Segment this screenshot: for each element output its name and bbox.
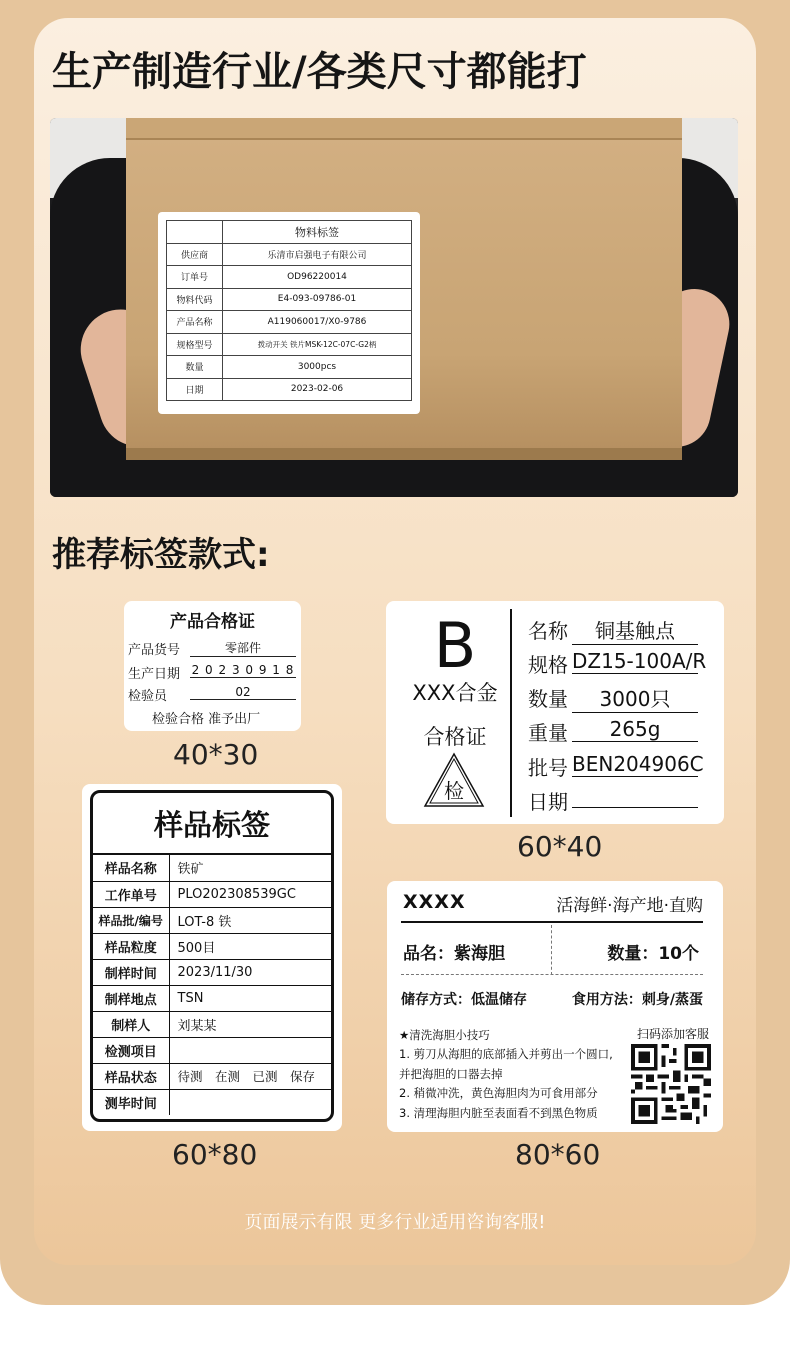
label-value: 02: [190, 685, 296, 700]
headline: 生产制造行业/各类尺寸都能打: [52, 49, 587, 95]
label-key: 检验员: [128, 689, 168, 704]
qr-code-icon: [631, 1044, 711, 1124]
field-key: 日期: [528, 790, 568, 814]
header-rule: [401, 921, 703, 923]
size-caption-60x80: 60*80: [172, 1138, 258, 1171]
field-value: 待测 在测 已测 保存: [169, 1063, 331, 1089]
material-value: A119060017/X0-9786: [223, 311, 412, 334]
material-key: 产品名称: [167, 311, 223, 334]
field-key: 样品状态: [93, 1063, 169, 1089]
label-60x40: [386, 601, 724, 824]
dashed-divider: [551, 925, 552, 975]
grade-letter: B: [433, 609, 477, 682]
material-value: E4-093-09786-01: [223, 288, 412, 311]
label-key: 生产日期: [128, 667, 181, 682]
recommend-title: 推荐标签款式:: [52, 535, 270, 575]
sample-label-frame: [90, 790, 334, 1122]
field-value: 500目: [169, 933, 331, 959]
field-value: 3000只: [572, 683, 698, 713]
field-key: 工作单号: [93, 881, 169, 907]
material-key: 数量: [167, 356, 223, 379]
inspection-badge-text: 检: [444, 779, 464, 803]
field-value: [572, 786, 698, 808]
label-60x80: [82, 784, 342, 1131]
sample-label-table: [93, 855, 331, 1115]
divider: [510, 609, 512, 817]
product-photo: [50, 118, 738, 497]
field-value: TSN: [169, 985, 331, 1011]
label-key: 产品货号: [128, 643, 181, 658]
field-value: 刘某某: [169, 1011, 331, 1037]
box-bottom-edge: [126, 448, 682, 460]
field-key: 样品粒度: [93, 933, 169, 959]
material-key: 订单号: [167, 266, 223, 289]
label-40x30: [124, 601, 301, 731]
quantity: 数量：10个: [607, 944, 699, 964]
product-name: 品名：紫海胆: [403, 944, 505, 964]
field-value: [169, 1089, 331, 1115]
inspection-triangle-icon: [422, 751, 486, 809]
field-key: 制样时间: [93, 959, 169, 985]
brand-name: XXXX: [403, 891, 466, 913]
alloy-name: XXX合金: [412, 681, 498, 705]
tip-line: ★清洗海胆小技巧: [399, 1028, 490, 1042]
field-key: 名称: [528, 619, 568, 643]
tip-line: 2. 稍微冲洗，黄色海胆肉为可食用部分: [399, 1086, 598, 1101]
material-label-title: 物料标签: [223, 221, 412, 244]
field-key: 批号: [528, 756, 568, 780]
material-value: 拨动开关 铁片MSK-12C-07C-G2柄: [223, 333, 412, 356]
material-key: 物料代码: [167, 288, 223, 311]
label-title: 样品标签: [93, 793, 331, 855]
size-caption-40x30: 40*30: [173, 738, 259, 771]
material-value: 2023-02-06: [223, 378, 412, 401]
label-80x60: [387, 881, 723, 1132]
field-key: 制样地点: [93, 985, 169, 1011]
field-value: PLO202308539GC: [169, 881, 331, 907]
field-key: 检测项目: [93, 1037, 169, 1063]
field-key: 样品批/编号: [93, 907, 169, 933]
tip-line: 并把海胆的口器去掉: [399, 1066, 503, 1081]
box-flap: [126, 118, 682, 140]
tip-line: 1. 剪刀从海胆的底部插入并剪出一个圆口,: [399, 1047, 613, 1062]
label-value: 零部件: [190, 639, 296, 657]
slogan: 活海鲜·海产地·直购: [556, 896, 703, 916]
size-caption-80x60: 80*60: [515, 1138, 601, 1171]
label-title: 产品合格证: [170, 612, 255, 632]
field-value: 265g: [572, 717, 698, 742]
field-value: 铁矿: [169, 855, 331, 881]
field-key: 规格: [528, 653, 568, 677]
field-key: 制样人: [93, 1011, 169, 1037]
field-value: 铜基触点: [572, 615, 698, 645]
field-value: 2023/11/30: [169, 959, 331, 985]
field-value: [169, 1037, 331, 1063]
label-value: 2 0 2 3 0 9 1 8: [191, 663, 295, 677]
field-value: LOT-8 铁: [169, 907, 331, 933]
material-label: [158, 212, 420, 414]
material-key: 规格型号: [167, 333, 223, 356]
size-caption-60x40: 60*40: [517, 830, 603, 863]
tip-line: 3. 清理海胆内脏至表面看不到黑色物质: [399, 1105, 598, 1120]
material-key: 日期: [167, 378, 223, 401]
field-key: 样品名称: [93, 855, 169, 881]
label-footer: 检验合格 准予出厂: [152, 712, 261, 727]
field-key: 数量: [528, 687, 568, 711]
dashed-rule: [401, 974, 703, 975]
field-key: 测毕时间: [93, 1089, 169, 1115]
footer-note: 页面展示有限 更多行业适用咨询客服!: [244, 1212, 546, 1233]
material-value: 3000pcs: [223, 356, 412, 379]
scan-caption: 扫码添加客服: [636, 1027, 709, 1041]
field-value: BEN204906C: [572, 752, 704, 776]
cert-text: 合格证: [423, 725, 487, 749]
material-label-table: [166, 220, 412, 401]
field-value: DZ15-100A/R: [572, 649, 707, 673]
material-key: 供应商: [167, 243, 223, 266]
field-key: 重量: [528, 721, 568, 745]
cleaning-tips: [399, 1026, 613, 1123]
eating-method: 食用方法：刺身/蒸蛋: [571, 992, 703, 1008]
storage-method: 储存方式：低温储存: [401, 992, 527, 1008]
material-value: 乐清市启强电子有限公司: [223, 243, 412, 266]
material-value: OD96220014: [223, 266, 412, 289]
